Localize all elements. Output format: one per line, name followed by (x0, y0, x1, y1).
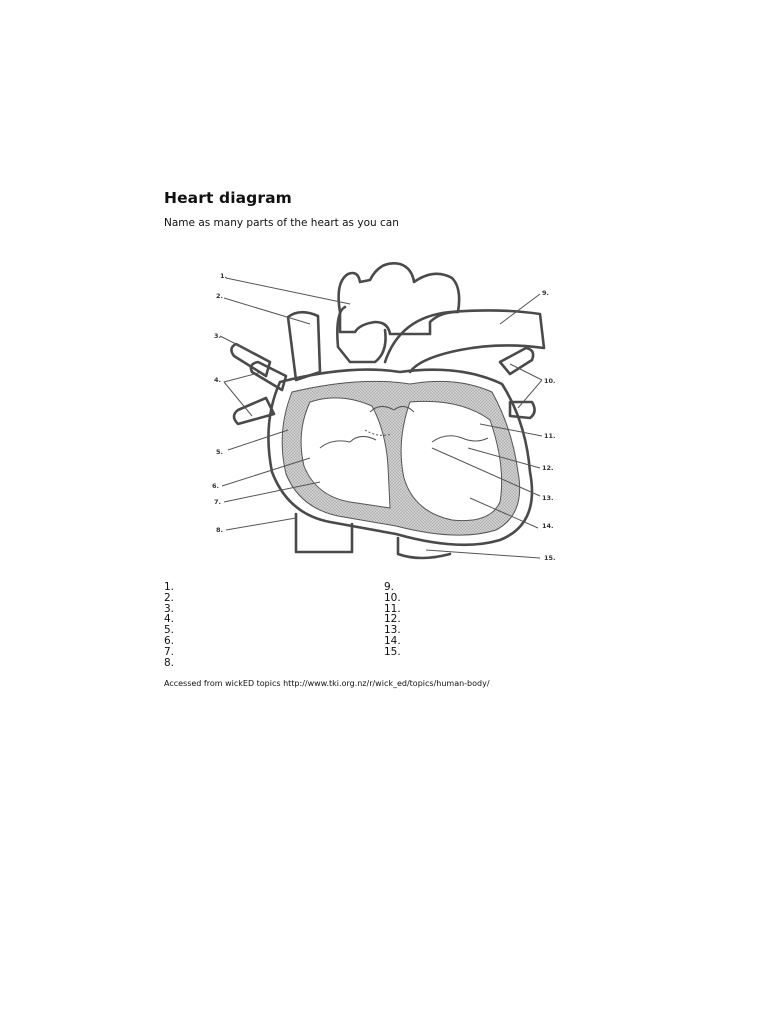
page-subtitle: Name as many parts of the heart as you can (164, 217, 399, 229)
diagram-label-1: 1. (220, 272, 227, 280)
aortic-arch-shape (339, 263, 460, 334)
myocardium-hatch (282, 381, 520, 535)
heart-diagram (200, 252, 570, 572)
answer-line-11: 11. (384, 602, 401, 615)
pulmonary-artery-shape (385, 310, 544, 372)
diagram-label-10: 10. (544, 377, 556, 385)
answer-line-14: 14. (384, 634, 401, 647)
diagram-label-11: 11. (544, 432, 556, 440)
answer-line-6: 6. (164, 634, 175, 647)
answer-list-right (384, 582, 401, 658)
answer-line-9: 9. (384, 581, 395, 593)
answer-line-13: 13. (384, 624, 401, 637)
diagram-label-2: 2. (216, 292, 223, 300)
answer-line-12: 12. (384, 613, 401, 626)
diagram-label-13: 13. (542, 494, 554, 502)
tricuspid-valve (320, 436, 376, 448)
answer-line-1: 1. (164, 581, 175, 593)
diagram-label-15: 15. (544, 554, 556, 562)
page-title: Heart diagram (164, 189, 292, 207)
diagram-label-5: 5. (216, 448, 223, 456)
answer-list-left (164, 582, 174, 668)
answer-line-2: 2. (164, 591, 175, 604)
diagram-label-7: 7. (214, 498, 221, 506)
aorta-shape (337, 307, 385, 362)
diagram-label-12: 12. (542, 464, 554, 472)
mitral-valve (432, 436, 488, 442)
answer-line-5: 5. (164, 624, 175, 637)
left-pulmonary-vein-upper-shape (500, 348, 533, 374)
right-pulmonary-vein-mid-shape (251, 362, 286, 390)
answer-line-7: 7. (164, 645, 175, 658)
answer-line-8: 8. (164, 656, 175, 669)
diagram-label-6: 6. (212, 482, 219, 490)
answer-line-3: 3. (164, 602, 175, 615)
diagram-label-4: 4. (214, 376, 221, 384)
answer-line-4: 4. (164, 613, 175, 626)
diagram-label-9: 9. (542, 289, 549, 297)
answer-line-15: 15. (384, 645, 401, 658)
diagram-label-14: 14. (542, 522, 554, 530)
diagram-label-3: 3. (214, 332, 221, 340)
answer-line-10: 10. (384, 591, 401, 604)
diagram-label-8: 8. (216, 526, 223, 534)
source-footer: Accessed from wickED topics http://www.tki.org.nz/r/wick_ed/topics/human-body/ (164, 679, 490, 688)
